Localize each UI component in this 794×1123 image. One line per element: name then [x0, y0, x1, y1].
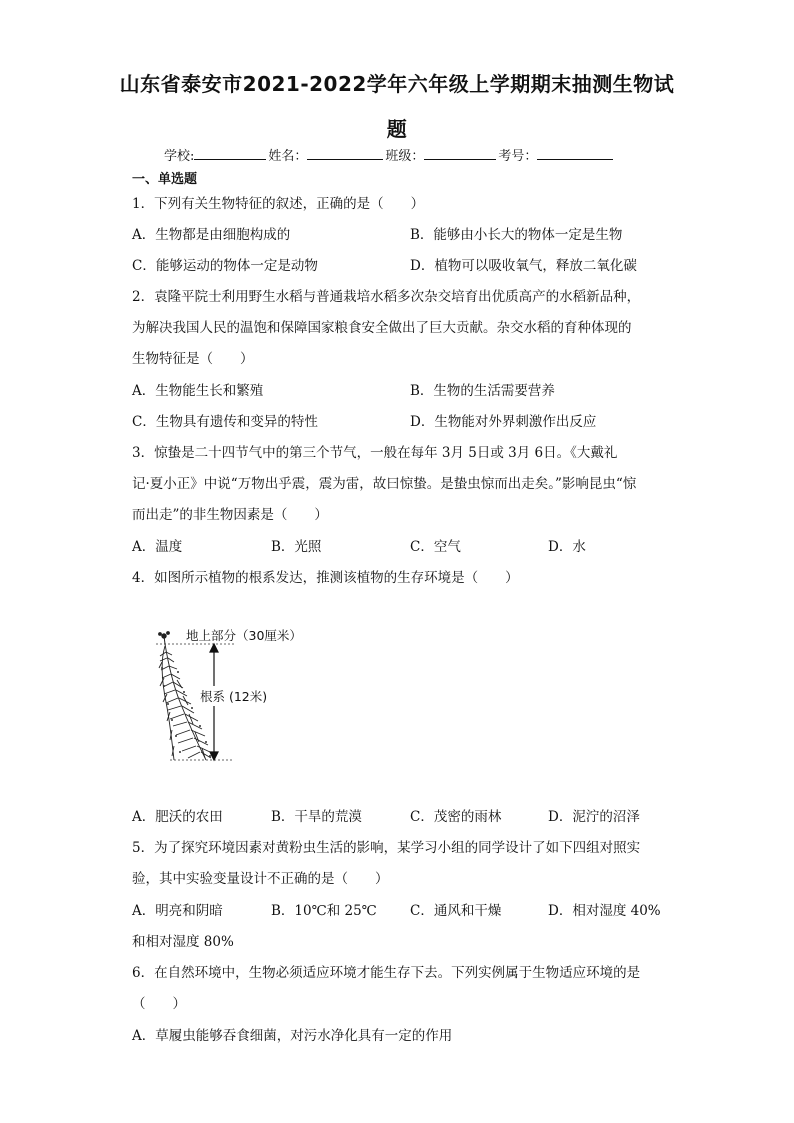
question-5-option-c[interactable]: C．通风和干燥 [410, 903, 502, 919]
question-2-stem-line-3: 生物特征是（ ） [132, 351, 254, 367]
question-4-option-c[interactable]: C．茂密的雨林 [410, 809, 502, 825]
question-1-option-a[interactable]: A．生物都是由细胞构成的 [132, 227, 291, 243]
question-2-option-d[interactable]: D．生物能对外界刺激作出反应 [410, 414, 597, 430]
school-label: 学校: [164, 149, 195, 164]
question-2-stem-line-2: 为解决我国人民的温饱和保障国家粮食安全做出了巨大贡献。杂交水稻的育种体现的 [132, 320, 632, 336]
exam-no-label: 考号： [498, 149, 538, 164]
question-3-option-a[interactable]: A．温度 [132, 539, 183, 555]
question-6-option-a[interactable]: A．草履虫能够吞食细菌，对污水净化具有一定的作用 [132, 1028, 453, 1044]
question-5-option-a[interactable]: A．明亮和阴暗 [132, 903, 223, 919]
question-2-option-a[interactable]: A．生物能生长和繁殖 [132, 383, 264, 399]
above-ground-label: 地上部分（30厘米） [186, 628, 302, 643]
student-info-row [164, 145, 615, 164]
question-4-option-b[interactable]: B．干旱的荒漠 [271, 809, 362, 825]
question-3-option-b[interactable]: B．光照 [271, 539, 322, 555]
question-6-stem-line-2: （ ） [132, 996, 186, 1012]
question-1-option-c[interactable]: C．能够运动的物体一定是动物 [132, 258, 318, 274]
question-4-stem: 4．如图所示植物的根系发达，推测该植物的生存环境是（ ） [132, 570, 519, 586]
question-6-stem-line-1: 6．在自然环境中，生物必须适应环境才能生存下去。下列实例属于生物适应环境的是 [132, 965, 641, 981]
question-2-option-c[interactable]: C．生物具有遗传和变异的特性 [132, 414, 318, 430]
name-blank[interactable] [307, 147, 383, 160]
question-4-option-d[interactable]: D．泥泞的沼泽 [548, 809, 640, 825]
section-heading: 一、单选题 [132, 172, 198, 187]
exam-no-blank[interactable] [537, 147, 613, 160]
question-5-option-d-continuation: 和相对湿度 80% [132, 934, 234, 950]
question-5-stem-line-1: 5．为了探究环境因素对黄粉虫生活的影响，某学习小组的同学设计了如下四组对照实 [132, 840, 641, 856]
question-1-option-d[interactable]: D．植物可以吸收氧气，释放二氧化碳 [410, 258, 637, 274]
question-5-option-d[interactable]: D．相对湿度 40% [548, 903, 661, 919]
root-system-label: 根系 (12米) [200, 686, 267, 706]
question-3-stem-line-3: 而出走”的非生物因素是（ ） [132, 507, 328, 523]
question-5-stem-line-2: 验，其中实验变量设计不正确的是（ ） [132, 871, 389, 887]
root-system-figure [150, 622, 320, 767]
school-blank[interactable] [194, 147, 266, 160]
question-2-option-b[interactable]: B．生物的生活需要营养 [410, 383, 555, 399]
name-label: 姓名： [268, 149, 308, 164]
question-4-option-a[interactable]: A．肥沃的农田 [132, 809, 223, 825]
page-title-continuation: 题 [386, 117, 408, 141]
question-3-stem-line-2: 记·夏小正》中说“万物出乎震，震为雷，故曰惊蛰。是蛰虫惊而出走矣。”影响昆虫“惊 [132, 476, 637, 492]
question-5-option-b[interactable]: B．10℃和 25℃ [271, 903, 377, 919]
page-title: 山东省泰安市2021-2022学年六年级上学期期末抽测生物试 [119, 72, 675, 96]
class-label: 班级： [385, 149, 425, 164]
question-2-stem-line-1: 2．袁隆平院士利用野生水稻与普通栽培水稻多次杂交培育出优质高产的水稻新品种， [132, 289, 641, 305]
question-1-option-b[interactable]: B．能够由小长大的物体一定是生物 [410, 227, 623, 243]
question-3-stem-line-1: 3．惊蛰是二十四节气中的第三个节气，一般在每年 3月 5日或 3月 6日。《大戴礼 [132, 445, 618, 461]
question-1-stem: 1．下列有关生物特征的叙述，正确的是（ ） [132, 196, 425, 212]
question-3-option-c[interactable]: C．空气 [410, 539, 461, 555]
question-3-option-d[interactable]: D．水 [548, 539, 586, 555]
class-blank[interactable] [424, 147, 496, 160]
